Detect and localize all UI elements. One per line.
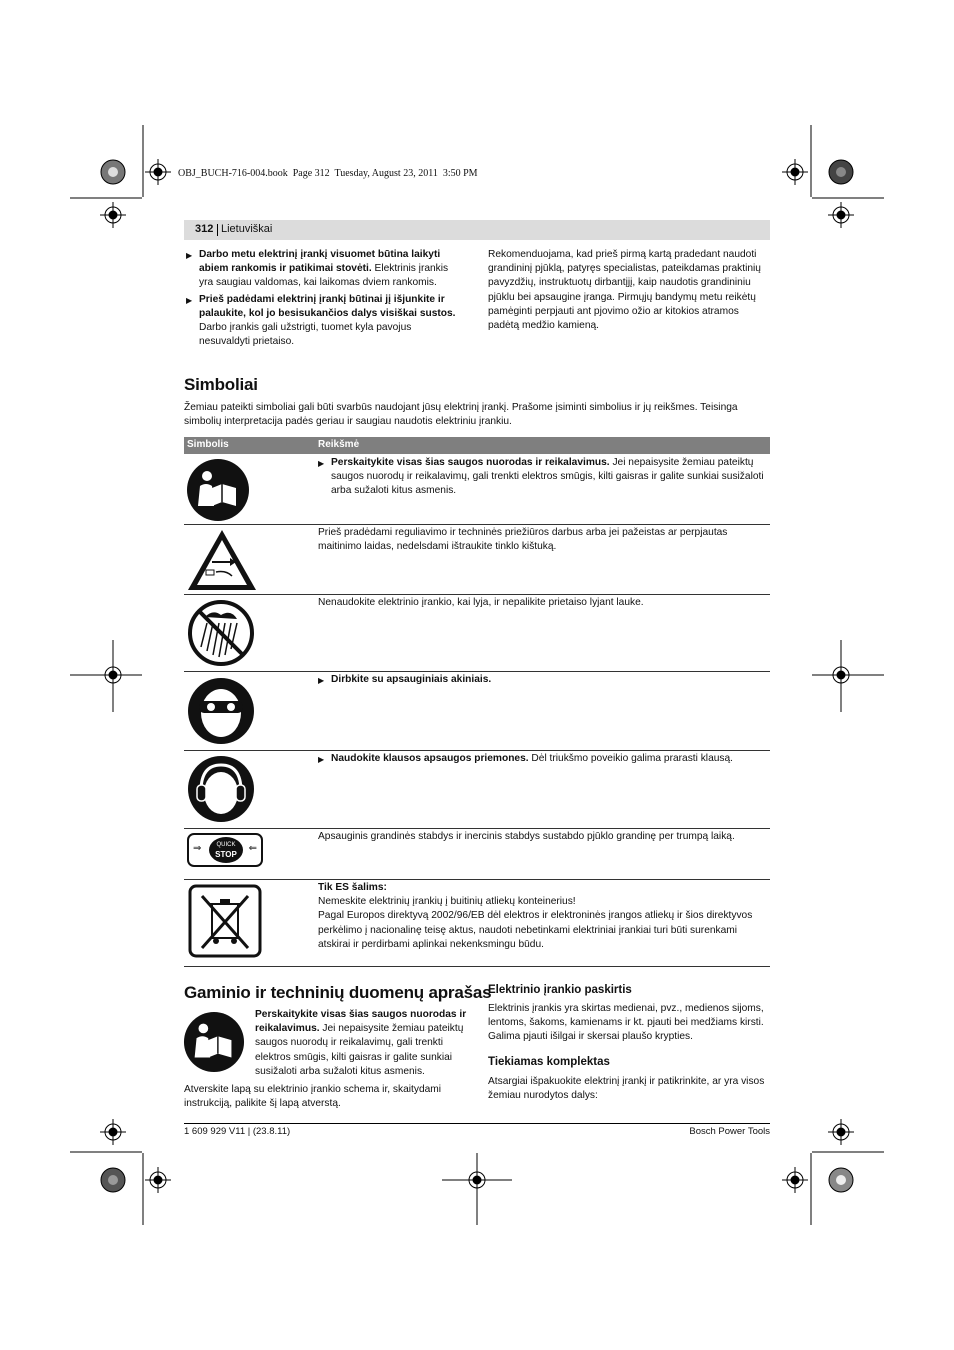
meaning-text: Jei nepaisysite žemiau pateiktų saugos nuorodų ir reikalavimų, gali trenkti elektros smūgis, kilti gaisras ir galite sunkiai susižaloti arba sužaloti kitus asmenis. bbox=[331, 457, 764, 497]
left-arrows-icon: ⇒ bbox=[193, 843, 202, 854]
meaning-bold: Dirbkite su apsauginiais akiniais. bbox=[331, 674, 492, 685]
ear-protection-icon bbox=[187, 755, 255, 823]
product-heading: Gaminio ir techninių duomenų aprašas bbox=[184, 983, 492, 1002]
badge-bottom-text: STOP bbox=[215, 850, 237, 859]
warning-text: Jei nepaisysite žemiau pateiktų saugos nuorodų ir reikalavimų, gali trenkti elektros smūgis, kilti gaisras ir galite sunkiai susižaloti arba sužaloti kitus asmenis. bbox=[255, 1023, 464, 1077]
top-right-column: Rekomenduojama, kad prieš pirmą kartą pradedant naudoti grandininį pjūklą, patyręs specialistas, pateikdamas praktinių pavyzdžių, instruktuotų dirbantįjį, kaip naudotis grandininiu pjūklu bei apsaugine įranga. Pirmųjų bandymų metu reikėtų pamėginti perpjauti ant pjovimo ožio ar kitokios atramos padėtą medžio kamieną. bbox=[488, 249, 761, 332]
symbol-meaning bbox=[318, 673, 781, 687]
meaning-bold: Tik ES šalims: bbox=[318, 882, 387, 893]
bullet-arrow-icon: ▶ bbox=[186, 251, 193, 260]
meaning-bold: Perskaitykite visas šias saugos nuorodas ir reikalavimus. bbox=[331, 457, 610, 468]
footer-rule bbox=[184, 1123, 770, 1124]
bullet-arrow-icon: ▶ bbox=[318, 755, 325, 764]
bullet-hold-with-both-hands bbox=[186, 248, 461, 291]
product-open-page-note: Atverskite lapą su elektrinio įrankio schema ir, skaitydami instrukciją, palikite šį lapą atverstą. bbox=[184, 1084, 442, 1110]
footer-left: 1 609 929 V11 | (23.8.11) bbox=[184, 1126, 291, 1137]
bullet-arrow-icon: ▶ bbox=[318, 676, 325, 685]
print-metadata: OBJ_BUCH-716-004.book Page 312 Tuesday, August 23, 2011 3:50 PM bbox=[178, 168, 478, 179]
running-header bbox=[184, 220, 770, 240]
product-warning bbox=[255, 1008, 467, 1079]
symbol-meaning: Apsauginis grandinės stabdys ir inercinis stabdys sustabdo pjūklo grandinę per trumpą laiką. bbox=[318, 831, 735, 842]
symbol-row-read-manual bbox=[184, 455, 770, 525]
bullet-bold: Darbo metu elektrinį įrankį visuomet būtina laikyti abiem rankomis ir patikimai stovėti. bbox=[199, 249, 441, 275]
bullet-arrow-icon: ▶ bbox=[318, 459, 325, 468]
meaning-text: Dėl triukšmo poveikio galima prarasti klausą. bbox=[528, 753, 733, 764]
symbol-meaning: Prieš pradėdami reguliavimo ir techninės priežiūros darbus arba jei pažeistas ar perpjautas maitinimo laidas, nedelsdami ištraukite tinklo kištuką. bbox=[318, 527, 728, 553]
quick-stop-badge bbox=[209, 837, 243, 863]
bullet-text: Darbo įrankis gali užstrigti, tuomet kyla pavojus nesuvaldyti prietaiso. bbox=[199, 322, 412, 348]
symbol-row-weee bbox=[184, 880, 770, 967]
footer-right: Bosch Power Tools bbox=[689, 1126, 770, 1137]
no-rain-icon bbox=[187, 599, 255, 667]
kit-heading: Tiekiamas komplektas bbox=[488, 1056, 610, 1068]
right-arrows-icon: ⇐ bbox=[248, 843, 257, 854]
meaning-line2: Nemeskite elektrinių įrankių į buitinių atliekų konteinerius! bbox=[318, 896, 576, 908]
kit-text: Atsargiai išpakuokite elektrinį įrankį ir patikrinkite, ar yra visos žemiau nurodytos dalys: bbox=[488, 1076, 765, 1102]
symbol-row-no-rain bbox=[184, 595, 770, 672]
purpose-heading: Elektrinio įrankio paskirtis bbox=[488, 984, 632, 996]
read-manual-icon bbox=[186, 458, 250, 522]
header-divider bbox=[217, 224, 218, 236]
symbols-table-header bbox=[184, 437, 770, 454]
unplug-warning-icon bbox=[186, 528, 258, 592]
weee-bin-icon bbox=[188, 884, 262, 958]
symbol-meaning bbox=[318, 456, 781, 499]
bullet-text: Elektrinis įrankis yra saugiau valdomas, kai laikomas dviem rankomis. bbox=[199, 263, 449, 289]
meaning-bold: Naudokite klausos apsaugos priemones. bbox=[331, 753, 529, 764]
symbols-heading: Simboliai bbox=[184, 375, 258, 394]
symbol-meaning bbox=[318, 752, 781, 766]
page-number: 312 bbox=[195, 223, 214, 235]
col-symbol: Simbolis bbox=[187, 439, 229, 450]
section-name: Lietuviškai bbox=[221, 223, 273, 235]
symbol-meaning: Nenaudokite elektrinio įrankio, kai lyja, ir nepalikite prietaiso lyjant lauke. bbox=[318, 597, 644, 608]
bullet-arrow-icon: ▶ bbox=[186, 295, 193, 305]
bullet-switch-off bbox=[186, 293, 461, 350]
quick-stop-icon bbox=[187, 833, 263, 867]
safety-goggles-icon bbox=[187, 677, 255, 745]
top-left-column bbox=[186, 248, 461, 349]
purpose-text: Elektrinis įrankis yra skirtas medienai, pvz., medienos sijoms, lentoms, šakoms, kamienams ir kt. pjauti bei medžiams kirsti. Galima pjauti išilgai ir skersai plaušo krypties. bbox=[488, 1003, 764, 1043]
symbol-row-ear-protection bbox=[184, 751, 770, 829]
symbol-row-quick-stop bbox=[184, 829, 770, 880]
meaning-text: Pagal Europos direktyvą 2002/96/EB dėl elektros ir elektroninės įrangos atliekų ir šios direktyvos perkėlimo į nacionalinę teisę aktus, naudoti nebetinkami elektriniai įrankiai turi būti surenkami atskirai ir perdirbami aplinkai nekenksmingu būdu. bbox=[318, 910, 753, 950]
symbol-row-goggles bbox=[184, 672, 770, 751]
warning-bold: Perskaitykite visas šias saugos nuorodas ir reikalavimus. bbox=[255, 1009, 467, 1035]
col-meaning: Reikšmė bbox=[318, 439, 360, 450]
symbols-intro: Žemiau pateikti simboliai gali būti svarbūs naudojant jūsų elektrinį įrankį. Prašome įsiminti simbolius ir jų reikšmes. Teisinga simbolių interpretacija padės geriau ir saugiau naudotis elektriniu įrankiu. bbox=[184, 402, 738, 428]
bullet-bold: Prieš padėdami elektrinį įrankį būtinai jį išjunkite ir palaukite, kol jo besisukančios dalys visiškai sustos. bbox=[199, 293, 456, 319]
read-manual-icon bbox=[183, 1011, 245, 1073]
symbol-meaning bbox=[318, 881, 768, 952]
symbol-row-unplug bbox=[184, 525, 770, 595]
badge-top-text: QUICK bbox=[216, 842, 236, 848]
